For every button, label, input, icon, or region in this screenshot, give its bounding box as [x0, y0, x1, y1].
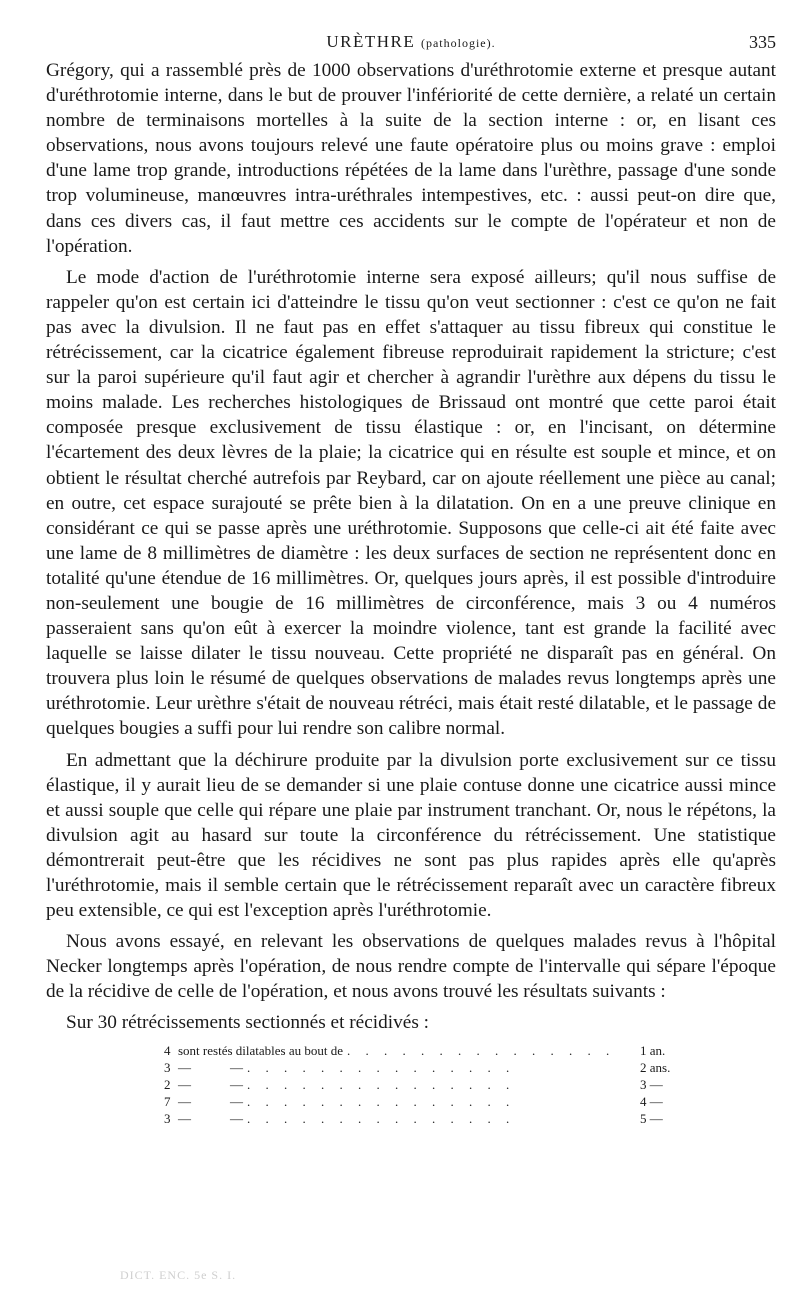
result-duration: 5 —	[640, 1110, 663, 1126]
body-paragraph: Nous avons essayé, en relevant les observations de quelques malades revus à l'hôpital Necker longtemps après l'opération, de nous rendre compte de l'intervalle qui sépare l'époque de la récidive de celle de l'opération, et nous avons trouvé les résultats suivants :	[46, 931, 776, 1003]
result-label: — —	[178, 1110, 243, 1126]
body-paragraph: Grégory, qui a rassemblé près de 1000 observations d'uréthrotomie externe et presque autant d'uréthrotomie interne, dans le but de prouver l'infériorité de cette dernière, a relaté un certain nombre de terminaisons mortelles à la suite de la section interne : or, en lisant ces observations, nous avons toujours relevé une faute opératoire plus ou moins grave : emploi d'une lame trop grande, introductions répétées de la lame dans l'urèthre, passage d'une sonde trop volumineuse, manœuvres intra-uréthrales intempestives, etc. : aussi peut-on dire que, dans ces divers cas, il faut mettre ces accidents sur le compte de l'opérateur et non de l'opération.	[46, 60, 776, 257]
running-title-sub: (pathologie).	[420, 36, 496, 50]
leader-dots: . . . . . . . . . . . . . . .	[247, 1059, 516, 1075]
result-count: 2	[164, 1076, 171, 1092]
result-row	[164, 1059, 684, 1076]
leader-dots: . . . . . . . . . . . . . . .	[247, 1093, 516, 1109]
running-title	[46, 32, 776, 52]
result-count: 4	[164, 1042, 171, 1058]
leader-dots: . . . . . . . . . . . . . . .	[247, 1110, 516, 1126]
page-number: 335	[749, 32, 776, 52]
result-duration: 4 —	[640, 1093, 663, 1109]
result-label: — —	[178, 1093, 243, 1109]
leader-dots: . . . . . . . . . . . . . . .	[247, 1076, 516, 1092]
result-row	[164, 1042, 684, 1059]
result-count: 3	[164, 1059, 171, 1075]
result-duration: 1 an.	[640, 1042, 666, 1058]
body-paragraph: En admettant que la déchirure produite par la divulsion porte exclusivement sur ce tissu élastique, il y aurait lieu de se demander si une plaie contuse donne une cicatrice aussi mince et aussi souple que celle qui répare une plaie par instrument tranchant. Or, nous le répétons, la divulsion agit au hasard sur toute la circonférence du rétrécissement. Une statistique démontrerait peut-être que les récidives ne sont pas plus rapides après elle qu'après l'uréthrotomie, mais il semble certain que le rétrécissement reparaît avec un caractère fibreux peu extensible, ce qui est l'exception après l'uréthrotomie.	[46, 749, 776, 922]
bleed-through-footer: DICT. ENC. 5e S. I.	[120, 1268, 237, 1282]
result-label: sont restés dilatables au bout de	[178, 1042, 343, 1058]
running-title-main: URÈTHRE	[326, 32, 416, 51]
result-row	[164, 1093, 684, 1110]
result-duration: 2 ans.	[640, 1059, 671, 1075]
result-count: 7	[164, 1093, 171, 1109]
body-paragraph: Le mode d'action de l'uréthrotomie interne sera exposé ailleurs; qu'il nous suffise de rappeler qu'on est certain ici d'atteindre le tissu qu'on veut sectionner : c'est ce qu'on ne fait pas avec la divulsion. Il ne faut pas en effet s'attaquer au tissu fibreux qui constitue le rétrécissement, car la cicatrice également fibreuse reproduirait rapidement la stricture; c'est sur la paroi supérieure qu'il faut agir et chercher à agrandir l'urèthre aux dépens du tissu le moins malade. Les recherches histologiques de Brissaud ont montré que cette paroi était composée presque exclusivement de tissu élastique : or, en l'incisant, on détermine l'écartement des deux lèvres de la plaie; la cicatrice qui en résulte est souple et mince, et on obtient le résultat cherché autrefois par Reybard, car on ajoute réellement une pièce au canal; en outre, cet espace surajouté se prête bien à la dilatation. On en a une preuve clinique en considérant ce qui se passe après une uréthrotomie. Supposons que celle-ci ait été faite avec une lame de 8 millimètres de diamètre : les deux surfaces de section ne représentent donc en totalité qu'une étendue de 16 millimètres. Or, quelques jours après, il est possible d'introduire non-seulement une bougie de 16 millimètres de circonférence, mais 3 ou 4 numéros passeraient sans qu'on eût à exercer la moindre violence, tant est grande la facilité avec laquelle se laisse dilater le tissu nouveau. Cette propriété ne disparaît pas en général. On trouvera plus loin le résumé de quelques observations de malades revus longtemps après une uréthrotomie. Leur urèthre s'était de nouveau rétréci, mais était resté dilatable, et le passage de quelques bougies a suffi pour lui rendre son calibre normal.	[46, 266, 776, 740]
result-label: — —	[178, 1076, 243, 1092]
results-intro: Sur 30 rétrécissements sectionnés et récidivés :	[66, 1012, 430, 1034]
running-header	[46, 28, 776, 58]
body-text	[46, 58, 776, 1004]
book-page	[46, 28, 776, 1127]
leader-dots: . . . . . . . . . . . . . . .	[347, 1042, 616, 1058]
results-table	[164, 1042, 684, 1127]
result-row	[164, 1076, 684, 1093]
result-duration: 3 —	[640, 1076, 663, 1092]
result-count: 3	[164, 1110, 171, 1126]
result-label: — —	[178, 1059, 243, 1075]
result-row	[164, 1110, 684, 1127]
